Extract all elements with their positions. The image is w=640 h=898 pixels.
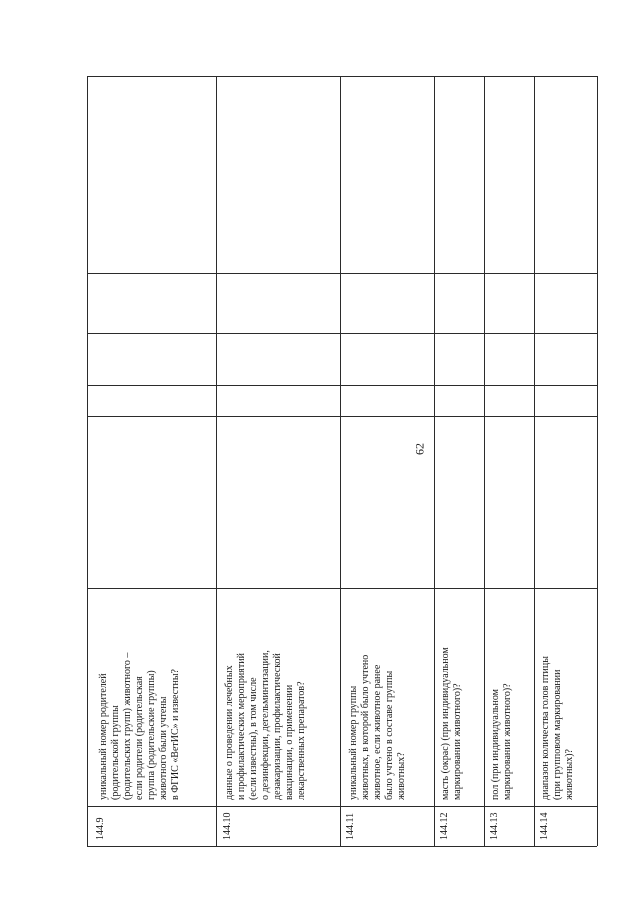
question-text: данные о проведении лечебных и профилактических мероприятий (если известны), в том числе о дезинфекции, дегельминтизации, дезакаризации, профилактической вакцинации, о применении лекарственных препаратов? <box>224 650 307 800</box>
row-number: 144.10 <box>222 812 233 840</box>
column-divider <box>87 806 597 807</box>
column-divider <box>87 333 597 334</box>
question-text: пол (при индивидуальном маркировании животного)? <box>490 683 513 800</box>
column-divider <box>87 385 597 386</box>
question-text: уникальный номер родителей (родительской группы (родительских групп) животного – если родители (родительская группа (родительские группы) животного были учтены в ФГИС «ВетИС» и известны? <box>98 652 181 800</box>
column-divider <box>87 273 597 274</box>
question-text: уникальный номер группы животных, в которой было учтено животное, если животное ранее было учтено в составе группы животных? <box>348 654 407 800</box>
column-divider <box>87 416 597 417</box>
table-border-top <box>87 76 88 846</box>
row-number: 144.13 <box>489 812 500 840</box>
row-divider <box>534 76 535 846</box>
row-number: 144.12 <box>439 812 450 840</box>
row-number: 144.14 <box>539 812 550 840</box>
column-divider <box>87 588 597 589</box>
table-border-left <box>87 76 597 77</box>
row-divider <box>340 76 341 846</box>
row-divider <box>434 76 435 846</box>
table-border-bottom <box>597 76 598 846</box>
row-number: 144.9 <box>95 817 106 840</box>
question-text: диапазон количества голов птицы (при групповом маркировании животных)? <box>540 656 575 800</box>
question-text: масть (окрас) (при индивидуальном маркировании животного)? <box>440 647 463 800</box>
page-number: 62 <box>412 443 427 455</box>
row-divider <box>216 76 217 846</box>
row-number: 144.11 <box>345 812 356 840</box>
row-divider <box>484 76 485 846</box>
column-divider <box>87 846 597 847</box>
